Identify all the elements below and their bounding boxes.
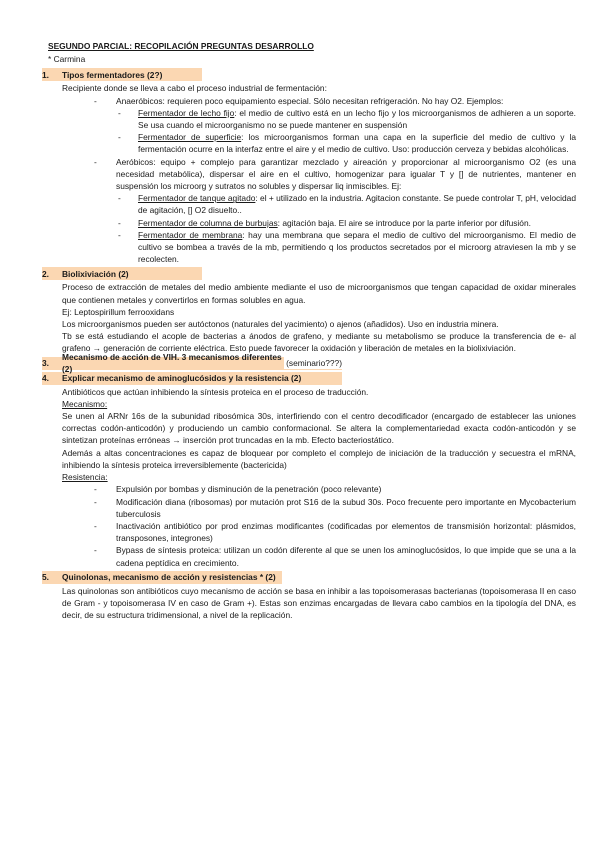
section-title: Quinolonas, mecanismo de acción y resistencias * (2) (62, 572, 276, 583)
term-definition: : los microorganismos forman una capa en la superficie del medio de cultivo y la fermentación ocurre en la interfaz entre el aire y el medio de cultivo. Uso: producción cerveza y bebidas alcohólicas. (138, 132, 576, 155)
section-title: Tipos fermentadores (2?) (62, 69, 163, 80)
author-note: * Carmina (48, 54, 86, 65)
list-item-text: Aeróbicos: equipo + complejo para garantizar mezclado y aireación y proporcionar al microorganismo O2 (es una necesidad metabólica), dispersar el aire en el cultivo, homogenizar para igualar T y [] de nutrientes, mantener en suspensión los microorg y sutratos no solubles y dispersar liq inmiscibles. Ej: (116, 156, 576, 192)
section-1-heading (42, 68, 202, 81)
paragraph: Tb se está estudiando el acople de bacterias a ánodos de grafeno, y mediante su metabolismo se produce la transferencia de e- al grafeno → generación de corriente eléctrica. Esto puede favorecer la oxidación y liberación de metales en la biolixiviación. (62, 331, 576, 354)
paragraph: Proceso de extracción de metales del medio ambiente mediante el uso de microorganismos que tengan capacidad de oxidar minerales que contienen metales y convertirlos en formas solubles en agua. (62, 282, 576, 305)
section-number: 2. (42, 268, 49, 279)
paragraph: Se unen al ARNr 16s de la subunidad ribosómica 30s, interfiriendo con el centro decodificador (encargado de establecer las uniones correctas codón-anticodón) y produciendo un cambio conformacional. Se altera la complementariedad exacta codón-anticodón y se sintetizan proteínas erróneas → inserción prot truncadas en la mb. Efecto bacteriostático. (62, 411, 576, 446)
paragraph: Además a altas concentraciones es capaz de bloquear por completo el complejo de iniciación de la traducción y secuestra el mRNA, inhibiendo la síntesis proteica irreversiblemente (bactericida) (62, 447, 576, 470)
section-title: Explicar mecanismo de aminoglucósidos y la resistencia (2) (62, 373, 302, 384)
list-item: - Expulsión por bombas y disminución de la penetración (poco relevante) (94, 483, 576, 495)
section-suffix: (seminario???) (283, 358, 342, 369)
term-definition: : agitación baja. El aire se introduce por la parte inferior por difusión. (277, 217, 531, 228)
list-item-text: Inactivación antibiótico por prod enzimas modificantes (codificadas por elementos de transmisión horizontal: plásmidos, transposones, integrones) (116, 520, 576, 544)
section-title: Biolixiviación (2) (62, 268, 129, 279)
term-definition: : hay una membrana que separa el medio de cultivo del microorganismo. El medio de cultivo se bombea a través de la mb, permitiendo q los productos secretados por el microorg atraviesen la mb y se recolecten. (138, 229, 576, 265)
sub-list-item: - Fermentador de columna de burbujas: agitación baja. El aire se introduce por la parte inferior por difusión. (118, 217, 531, 228)
section-number: 4. (42, 373, 49, 384)
list-item-text: Anaeróbicos: requieren poco equipamiento especial. Sólo necesitan refrigeración. No hay O2. Ejemplos: (116, 95, 504, 106)
sub-list-item: - Fermentador de membrana: hay una membrana que separa el medio de cultivo del microorganismo. El medio de cultivo se bombea a través de la mb, permitiendo q los productos secretados por el microorg atraviesen la mb y se recolecten. (118, 229, 576, 265)
section-4-heading (42, 372, 342, 385)
resistance-label: Resistencia: (62, 472, 108, 483)
paragraph: Las quinolonas son antibióticos cuyo mecanismo de acción se basa en inhibir a las topoisomerasas bacterianas (topoisomerasa II en caso de Gram - y topoisomerasa IV en caso de Gram +). Estas son enzimas encargadas de llevara cabo cambios en la tipología del DNA, es decir, de su estructura tridimensional, a nivel de la replicación. (62, 585, 576, 621)
section-number: 5. (42, 572, 49, 583)
list-item-text: Expulsión por bombas y disminución de la penetración (poco relevante) (116, 484, 382, 495)
mechanism-label: Mecanismo: (62, 398, 108, 409)
list-item: - Bypass de síntesis proteica: utilizan un codón diferente al que se unen los aminoglucósidos, lo que impide que se una a la cadena peptídica en crecimiento. (94, 545, 576, 568)
section-number: 1. (42, 69, 49, 80)
paragraph: Antibióticos que actúan inhibiendo la síntesis proteica en el proceso de traducción. (62, 386, 369, 397)
term: Fermentador de membrana (138, 229, 243, 240)
term-definition: : el + utilizado en la industria. Agitacion constante. Se puede controlar T, pH, velocidad de agitación, [] O2 disuelto.. (138, 193, 576, 216)
section-5-heading (42, 571, 282, 584)
document-title: SEGUNDO PARCIAL: RECOPILACIÓN PREGUNTAS DESARROLLO (48, 41, 314, 51)
list-item-text: Bypass de síntesis proteica: utilizan un codón diferente al que se unen los aminoglucósidos, lo que impide que se una a la cadena peptídica en crecimiento. (116, 545, 576, 568)
section-number: 3. (42, 358, 49, 369)
list-item-text: Modificación diana (ribosomas) por mutación prot S16 de la subud 30s. Poco frecuente pero importante en Mycobacterium tuberculosis (116, 496, 576, 519)
term: Fermentador de tanque agitado (138, 193, 256, 204)
list-item: - Aeróbicos: equipo + complejo para garantizar mezclado y aireación y proporcionar al microorganismo O2 (es una necesidad metabólica), dispersar el aire en el cultivo, homogenizar para igualar T y [] de nutrientes, mantener en suspensión los microorg y sutratos no solubles y dispersar liq inmiscibles. Ej: (94, 156, 576, 192)
term-definition: : el medio de cultivo está en un lecho fijo y los microorganismos de adhieren a un soporte. Se usa cuando el microorganismo no se puede mantener en suspensión (138, 107, 577, 131)
paragraph: Los microorganismos pueden ser autóctonos (naturales del yacimiento) o ajenos (añadidos). Uso en industria minera. (62, 319, 499, 330)
sub-list-item: - Fermentador de superficie: los microorganismos forman una capa en la superficie del medio de cultivo y la fermentación ocurre en la interfaz entre el aire y el medio de cultivo. Uso: producción cerveza y bebidas alcohólicas. (118, 132, 576, 155)
sub-list-item: - Fermentador de lecho fijo: el medio de cultivo está en un lecho fijo y los microorganismos de adhieren a un soporte. Se usa cuando el microorganismo no se puede mantener en suspensión (118, 107, 577, 131)
section-2-heading (42, 267, 202, 280)
section-title: Mecanismo de acción de VIH. 3 mecanismos diferentes (2) (62, 351, 282, 375)
list-item: - Anaeróbicos: requieren poco equipamiento especial. Sólo necesitan refrigeración. No hay O2. Ejemplos: (94, 95, 576, 107)
sub-list-item: - Fermentador de tanque agitado: el + utilizado en la industria. Agitacion constante. Se puede controlar T, pH, velocidad de agitación, [] O2 disuelto.. (118, 193, 576, 216)
list-item: - Modificación diana (ribosomas) por mutación prot S16 de la subud 30s. Poco frecuente pero importante en Mycobacterium tuberculosis (94, 496, 576, 519)
paragraph: Recipiente donde se lleva a cabo el proceso industrial de fermentación: (62, 83, 327, 94)
section-3-heading (42, 351, 342, 375)
term: Fermentador de columna de burbujas (138, 217, 278, 228)
term: Fermentador de superficie (138, 132, 242, 143)
list-item: - Inactivación antibiótico por prod enzimas modificantes (codificadas por elementos de transmisión horizontal: plásmidos, transposones, integrones) (94, 520, 576, 544)
term: Fermentador de lecho fijo (138, 107, 235, 118)
paragraph: Ej: Leptospirillum ferrooxidans (62, 306, 175, 317)
